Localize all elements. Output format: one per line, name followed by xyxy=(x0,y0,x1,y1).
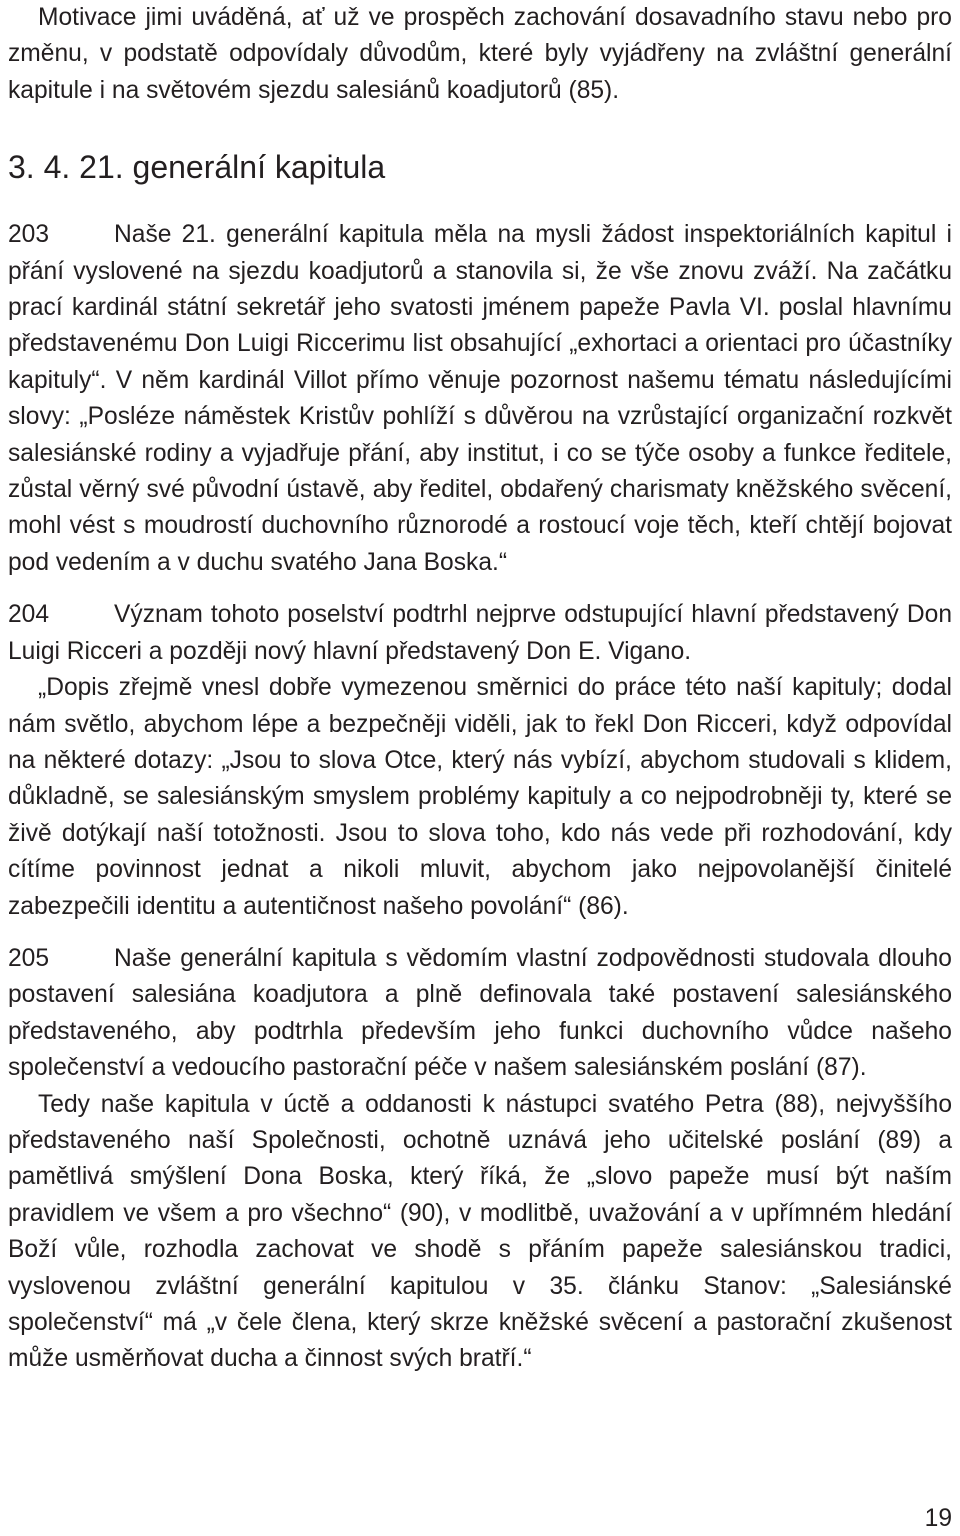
paragraph-number-203: 203 xyxy=(8,221,50,249)
paragraph-204 xyxy=(8,597,952,670)
section-heading: 3. 4. 21. generální kapitula xyxy=(8,149,386,186)
paragraph-number-205: 205 xyxy=(8,944,50,972)
paragraph-text-204: Význam tohoto poselství podtrhl nejprve odstupující hlavní představený Don Luigi Ricceri a později nový hlavní představený Don E. Vigano. xyxy=(8,601,952,665)
paragraph-text-205: Naše generální kapitula s vědomím vlastní zodpovědnosti studovala dlouho postavení salesiána koadjutora a plně definovala také postavení salesiánského představeného, aby podtrhla především jeho funkci duchovního vůdce našeho společenství a vedoucího pastorační péče v našem salesiánském poslání (87). xyxy=(8,944,952,1082)
paragraph-205-continuation: Tedy naše kapitula v úctě a oddanosti k nástupci svatého Petra (88), nejvyššího představeného naší Společnosti, ochotně uznává jeho učitelské poslání (89) a pamětlivá smýšlení Dona Boska, který říká, že „slovo papeže musí být naším pravidlem ve všem a pro všechno“ (90), v modlitbě, uvažování a v upřímném hledání Boží vůle, rozhodla zachovat ve shodě s přáním papeže salesiánskou tradici, vyslovenou zvláštní generální kapitulou v 35. článku Stanov: „Salesiánské společenství“ má „v čele člena, který skrze kněžské svěcení a pastorační zkušenost může usměrňovat ducha a činnost svých bratří.“ xyxy=(8,1090,952,1373)
paragraph-number-204: 204 xyxy=(8,601,50,629)
paragraph-204-continuation: „Dopis zřejmě vnesl dobře vymezenou směrnici do práce této naší kapituly; dodal nám světlo, abychom lépe a bezpečněji viděli, jak to řekl Don Ricceri, když odpovídal na některé dotazy: „Jsou to slova Otce, který nás vybízí, abychom studovali s klidem, důkladně, se salesiánským smyslem problémy kapituly a co nejpodrobněji ty, které se živě dotýkají naší totožnosti. Jsou to slova toho, kdo nás vede při rozhodování, kdy cítíme povinnost jednat a nikoli mluvit, abychom jako nejpovolanější činitelé zabezpečili identitu a autentičnost našeho povolání“ (86). xyxy=(8,674,952,920)
intro-paragraph: Motivace jimi uváděná, ať už ve prospěch zachování dosavadního stavu nebo pro změnu, v podstatě odpovídaly důvodům, které byly vyjádřeny na zvláštní generální kapitule i na světovém sjezdu salesiánů koadjutorů (85). xyxy=(8,4,952,104)
paragraph-text-203: Naše 21. generální kapitula měla na mysli žádost inspektoriálních kapitul i přání vyslovené na sjezdu koadjutorů a stanovila si, že vše znovu zváží. Na začátku prací kardinál státní sekretář jeho svatosti jménem papeže Pavla VI. poslal hlavnímu představenému Don Luigi Riccerimu list obsahující „exhortaci a orientaci pro účastníky kapituly“. V něm kardinál Villot přímo věnuje pozornost našemu tématu následujícími slovy: „Posléze náměstek Kristův pohlíží s důvěrou na vzrůstající organizační rozkvět salesiánské rodiny a vyjadřuje přání, aby institut, i co se týče osoby a funkce ředitele, zůstal věrný své původní ústavě, aby ředitel, obdařený charismaty kněžského svěcení, mohl vést s moudrostí duchovního různorodé a rostoucí voje těch, kteří chtějí bojovat pod vedením a v duchu svatého Jana Boska.“ xyxy=(8,221,952,576)
paragraph-203 xyxy=(8,217,952,581)
page-number: 19 xyxy=(924,1505,952,1532)
paragraph-205 xyxy=(8,941,952,1087)
